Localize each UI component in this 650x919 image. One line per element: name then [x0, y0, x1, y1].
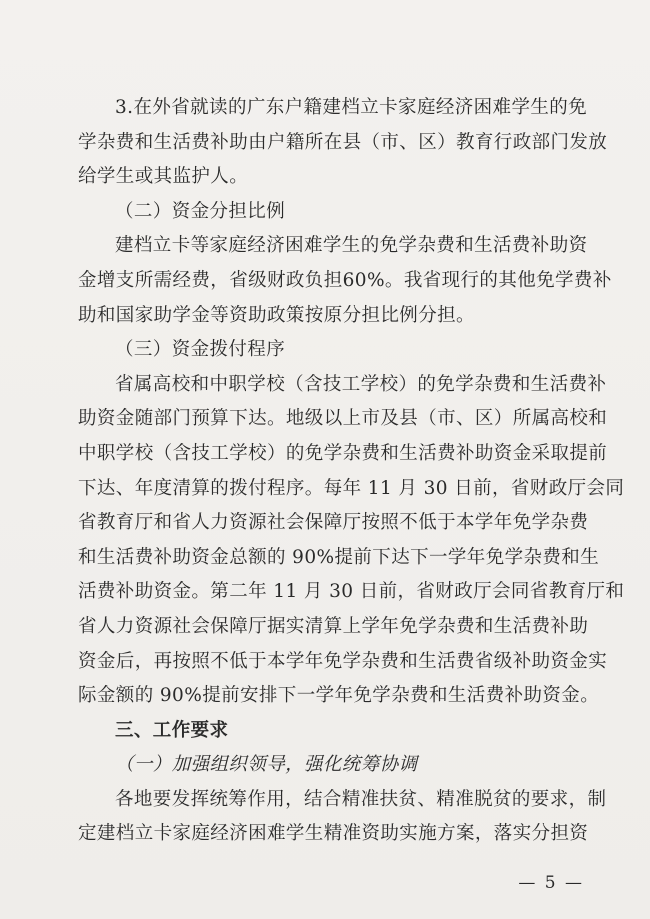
heading-text: （二）资金分担比例 — [115, 200, 286, 222]
text-line: 金增支所需经费，省级财政负担60%。我省现行的其他免学费补 — [78, 269, 612, 291]
section-heading-fund-sharing-ratio — [78, 195, 578, 230]
text-line: 建档立卡等家庭经济困难学生的免学杂费和生活费补助资 — [115, 235, 588, 257]
text-line: 3.在外省就读的广东户籍建档立卡家庭经济困难学生的免 — [115, 97, 588, 118]
paragraph-coordination — [78, 783, 607, 852]
paragraph-fund-sharing — [78, 229, 612, 333]
text-line: 际金额的 90%提前安排下一学年免学杂费和生活费补助资金。 — [78, 685, 600, 707]
text-line: 省教育厅和省人力资源社会保障厅按照不低于本学年免学杂费 — [78, 512, 589, 534]
text-line: 活费补助资金。第二年 11 月 30 日前，省财政厅会同省教育厅和 — [78, 581, 625, 603]
text-line: 给学生或其监护人。 — [78, 166, 249, 188]
paragraph-study-out-of-province — [78, 91, 608, 195]
text-line: 资金后，再按照不低于本学年免学杂费和生活费省级补助资金实 — [78, 650, 608, 672]
text-line: 中职学校（含技工学校）的免学杂费和生活费补助资金采取提前 — [78, 442, 608, 464]
heading-text: （三）资金拨付程序 — [115, 339, 286, 361]
heading-text: 三、工作要求 — [115, 719, 229, 741]
text-line: 和生活费补助资金总额的 90%提前下达下一学年免学杂费和生 — [78, 546, 600, 568]
text-line: 定建档立卡家庭经济困难学生精准资助实施方案，落实分担资 — [78, 823, 589, 845]
document-body — [78, 91, 625, 852]
text-line: 助资金随部门预算下达。地级以上市及县（市、区）所属高校和 — [78, 408, 608, 430]
section-heading-organization-leadership — [78, 748, 578, 783]
page-number: — 5 — — [518, 873, 584, 893]
text-line: 各地要发挥统筹作用，结合精准扶贫、精准脱贫的要求，制 — [115, 788, 607, 810]
heading-text: （一）加强组织领导，强化统筹协调 — [115, 754, 418, 776]
section-heading-work-requirements — [78, 714, 578, 749]
text-line: 省属高校和中职学校（含技工学校）的免学杂费和生活费补 — [115, 373, 607, 395]
text-line: 助和国家助学金等资助政策按原分担比例分担。 — [78, 304, 475, 326]
section-heading-fund-allocation — [78, 333, 578, 368]
text-line: 省人力资源社会保障厅据实清算上学年免学杂费和生活费补助 — [78, 615, 589, 637]
text-line: 下达、年度清算的拨付程序。每年 11 月 30 日前，省财政厅会同 — [78, 477, 625, 499]
text-line: 学杂费和生活费补助由户籍所在县（市、区）教育行政部门发放 — [78, 131, 608, 153]
paragraph-fund-allocation — [78, 368, 625, 714]
